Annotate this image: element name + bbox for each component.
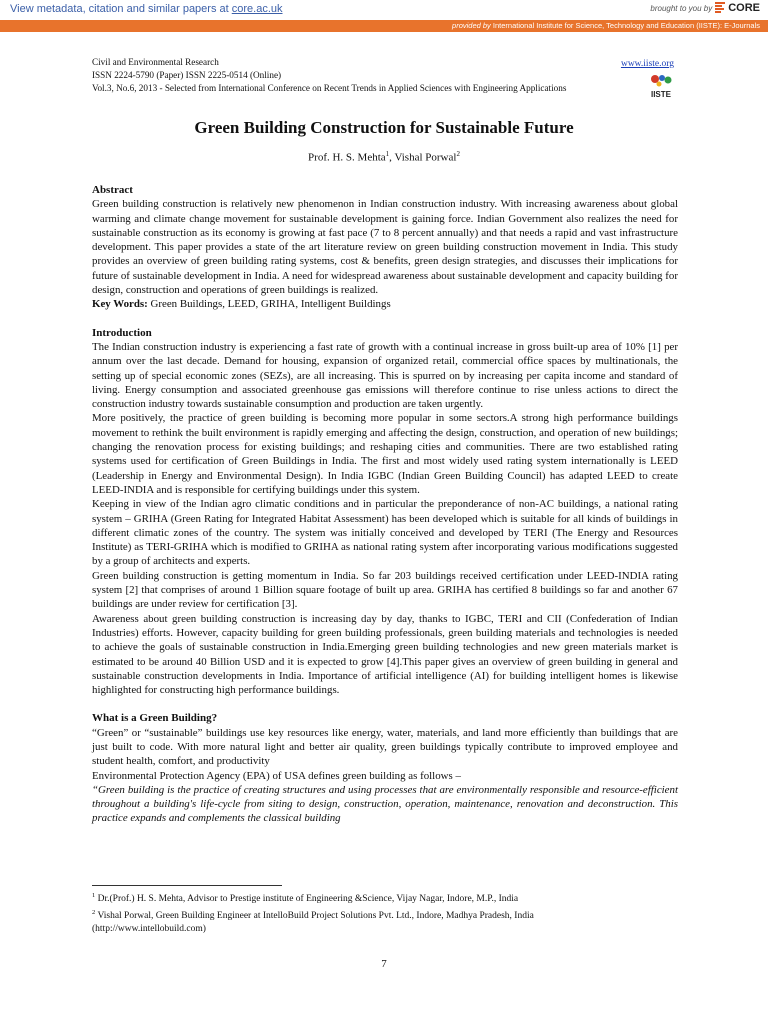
core-logo-text[interactable]: CORE xyxy=(728,2,760,14)
provided-label: provided by xyxy=(452,21,491,30)
what-is-paragraph-2: Environmental Protection Agency (EPA) of USA defines green building as follows – xyxy=(92,769,461,782)
journal-volume: Vol.3, No.6, 2013 - Selected from International Conference on Recent Trends in Applied Sciences with Engineering Applications xyxy=(92,83,567,93)
core-ac-uk-link[interactable]: core.ac.uk xyxy=(231,3,283,15)
footnotes xyxy=(92,885,678,936)
intro-paragraph-2: More positively, the practice of green building is becoming more popular in some sectors.A strong high performance buildings movement to rethink the built environment is rapidly emerging and affecting the design, construction, and operation of new buildings; changing the renovation process for existing buildings; and reshaping cities and communities. There are two established rating systems used for certification of Green Buildings in India. The first and most widely used rating system internationally is LEED (Leadership in Energy and Environmental Design). In India IGBC (Indian Green Building Council) has adapted LEED to create LEED-INDIA and is responsible for certifying buildings under this system. xyxy=(92,412,678,496)
journal-website-link[interactable]: www.iiste.org xyxy=(620,59,674,69)
iiste-logo-text: IISTE xyxy=(650,90,672,99)
provider-name: International Institute for Science, Technology and Education (IISTE): E-Journals xyxy=(490,21,760,30)
paper-title: Green Building Construction for Sustainable Future xyxy=(194,118,574,137)
author-1-mark: 1 xyxy=(385,150,390,158)
keywords-label: Key Words: xyxy=(92,298,148,311)
introduction-heading: Introduction xyxy=(92,326,152,339)
footnote-1-text: Dr.(Prof.) H. S. Mehta, Advisor to Prestige institute of Engineering &Science, Vijay Nagar, Indore, M.P., India xyxy=(95,894,519,905)
footnote-2-text: Vishal Porwal, Green Building Engineer at IntelloBuild Project Solutions Pvt. Ltd., Indore, Madhya Pradesh, India xyxy=(95,911,534,922)
what-is-paragraph-1: “Green” or “sustainable” buildings use key resources like energy, water, materials, and land more efficiently than buildings that are just built to code. With more natural light and better air quality, green buildings typically contribute to improved employee and student health, comfort, and productivity xyxy=(92,726,678,768)
brought-by-label: brought to you by xyxy=(650,3,713,13)
intro-paragraph-5: Awareness about green building construction is increasing day by day, thanks to IGBC, TERI and CII (Confederation of Indian Industries) efforts. However, capacity building for green building professionals, green building materials and technologies is needed to achieve the goals of sustainable construction in India.Emerging green building technologies and new green materials market is estimated to be around 40 Billion USD and it is expected to grow [4].This paper gives an overview of green building in general and sustainable construction developments in India. Importance of artificial intelligence (AI) for building intelligent homes is likewise highlighted for constructing high performance buildings. xyxy=(92,612,678,697)
view-metadata-text xyxy=(10,3,283,15)
footnote-2-mark: 2 xyxy=(92,909,96,917)
author-2: , Vishal Porwal xyxy=(389,151,457,164)
keywords-line xyxy=(92,297,678,311)
provided-by-text xyxy=(452,21,760,30)
author-1: Prof. H. S. Mehta xyxy=(308,151,386,164)
paper-body xyxy=(92,183,678,826)
provider-bar xyxy=(0,20,768,32)
core-logo-icon xyxy=(715,2,725,14)
core-topbar xyxy=(0,0,768,21)
abstract-text: Green building construction is relatively new phenomenon in Indian construction industry. With increasing awareness about global warming and climate change movement for sustainable development is gaining force. Indian Government also realizes the need for sustainable construction as its economy is growing at fast pace (7 to 8 percent annually) and that needs a rapid and vast infrastructure development. This paper provides a state of the art literature review on green building construction movement in India. This study provides an overview of green building rating systems, cost & benefits, green design strategies, and discusses their implications for future of sustainable development in India. A need for widespread awareness about sustainable development and capacity building for design, construction and operations of green buildings is realized. xyxy=(92,198,678,297)
journal-issn: ISSN 2224-5790 (Paper) ISSN 2225-0514 (Online) xyxy=(92,70,282,80)
intro-paragraph-4: Green building construction is getting momentum in India. So far 203 buildings received certification under LEED-INDIA rating system [2] that comprises of around 1 Billion square footage of built up area. GRIHA has certified 8 buildings so far and another 67 buildings are under review for certification [3]. xyxy=(92,569,678,611)
paper-authors xyxy=(0,150,768,164)
abstract-heading: Abstract xyxy=(92,184,133,196)
footnote-divider xyxy=(92,885,282,886)
journal-name: Civil and Environmental Research xyxy=(92,57,219,67)
intro-paragraph-3: Keeping in view of the Indian agro climatic conditions and in particular the preponderance of non-AC buildings, a national rating system – GRIHA (Green Rating for Integrated Habitat Assessment) has been developed which is suitable for all kinds of buildings in different climatic zones of the country. The system was initially conceived and developed by TERI (The Energy and Resources Institute) as TERI-GRIHA which is modified to GRIHA as national rating system after incorporating various modifications suggested by a group of architects and experts. xyxy=(92,498,678,568)
footnote-2-url[interactable]: (http://www.intellobuild.com) xyxy=(92,924,206,935)
journal-header xyxy=(92,56,679,99)
footnote-1-mark: 1 xyxy=(92,892,96,899)
footnote-2 xyxy=(92,906,678,923)
what-is-green-building-heading: What is a Green Building? xyxy=(92,712,218,725)
page-number: 7 xyxy=(381,958,387,970)
author-2-mark: 2 xyxy=(456,150,460,158)
intro-paragraph-1: The Indian construction industry is experiencing a fast rate of growth with a continual increase in gross built-up area of 10% [1] per annum over the last decade. Demand for housing, expansion of organized retail, commercial office spaces by multinationals, the setting up of special economic zones (SEZs), are all increasing. This is spurred on by increasing per capita income and standard of living. Energy consumption and associated greenhouse gas emissions will therefore continue to rise unless actions to direct the construction industry towards sustainable consumption and production are taken urgently. xyxy=(92,340,678,411)
iiste-logo-icon xyxy=(647,72,675,100)
metadata-prefix: View metadata, citation and similar papers at xyxy=(10,3,232,15)
epa-definition-quote: “Green building is the practice of creating structures and using processes that are environmentally responsible and resource-efficient throughout a building's life-cycle from siting to design, construction, operation, maintenance, renovation and deconstruction. This practice expands and complements the classical building xyxy=(92,783,678,825)
brought-to-you-by xyxy=(650,2,760,14)
footnote-1 xyxy=(92,889,678,906)
keywords-value: Green Buildings, LEED, GRIHA, Intelligent Buildings xyxy=(147,298,391,311)
